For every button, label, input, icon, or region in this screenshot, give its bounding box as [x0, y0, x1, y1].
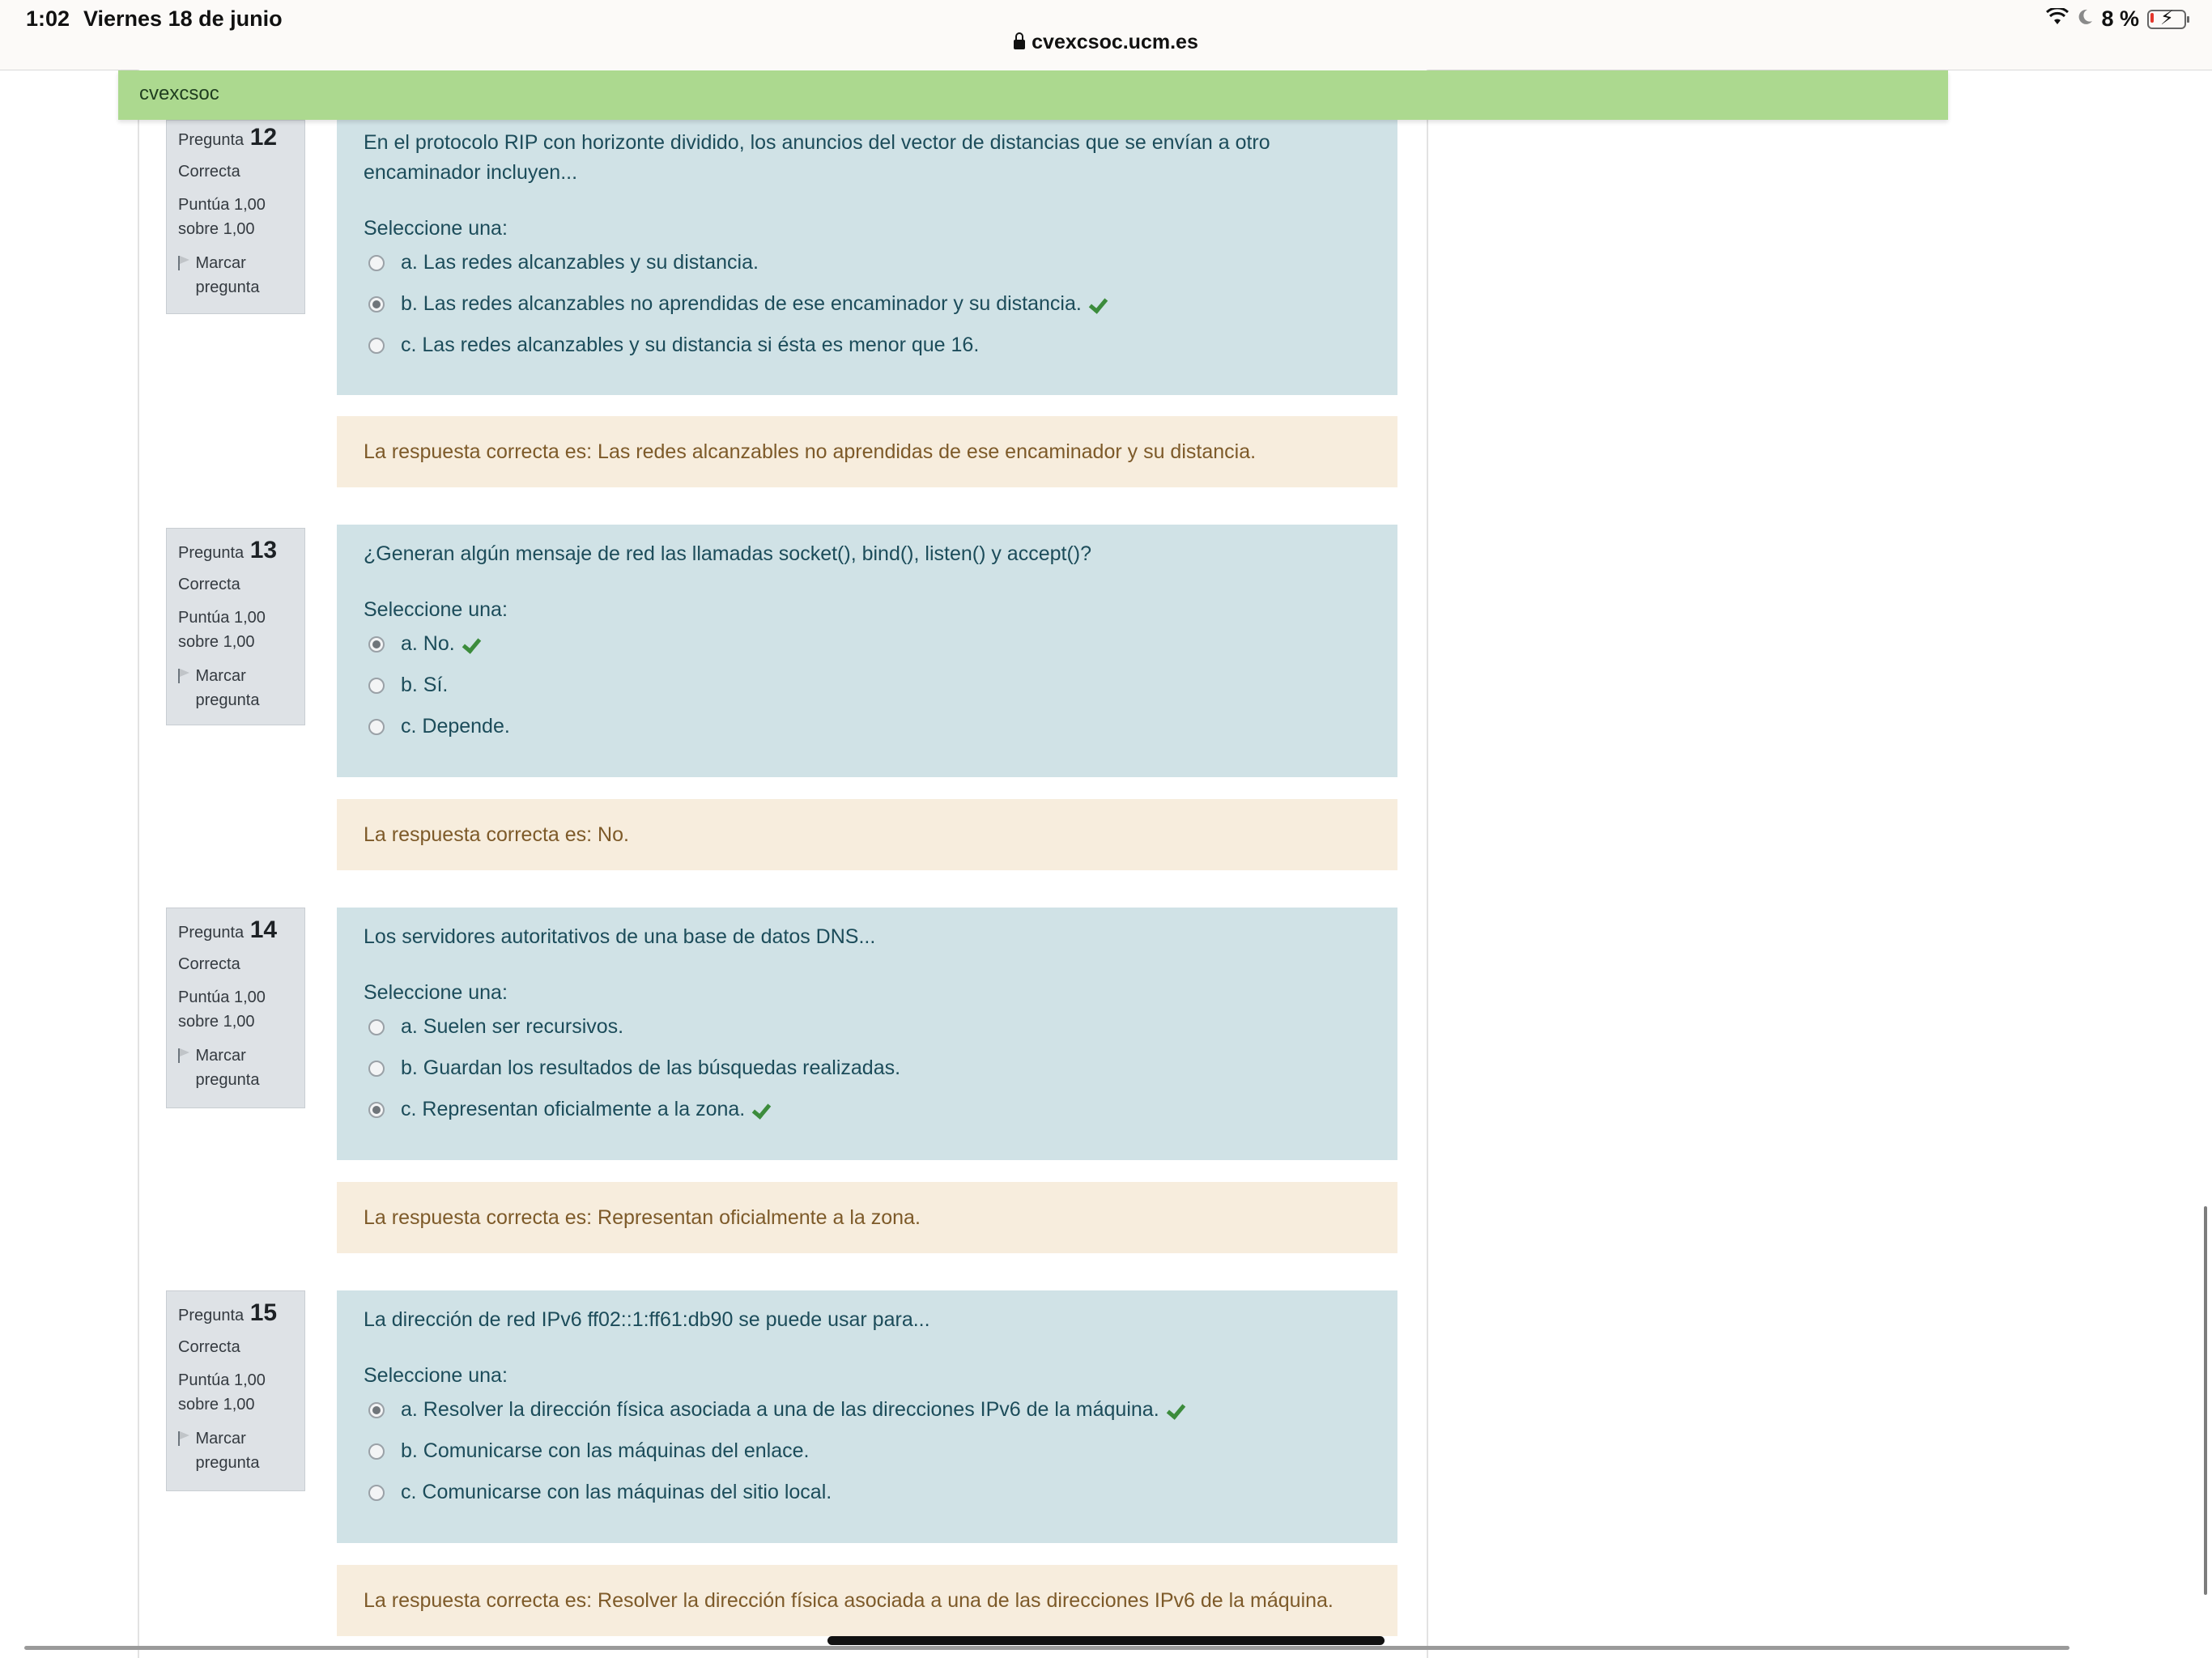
answer-option-a[interactable] — [368, 1389, 1371, 1431]
question-formulation — [337, 525, 1397, 777]
question-number: 14 — [249, 916, 278, 943]
answer-text: b. Guardan los resultados de las búsquedas realizadas. — [401, 1056, 901, 1079]
radio-button[interactable] — [368, 1443, 385, 1460]
question-info — [166, 120, 305, 314]
question-label: Pregunta — [178, 544, 245, 562]
question-state: Correcta — [178, 1338, 240, 1356]
question-formulation — [337, 120, 1397, 395]
question-number: 12 — [249, 124, 278, 151]
correct-answer-feedback: La respuesta correcta es: Representan oficialmente a la zona. — [337, 1182, 1397, 1253]
answer-option-c[interactable] — [368, 325, 1371, 366]
question-number: 13 — [249, 537, 278, 563]
status-indicators — [2046, 6, 2186, 32]
flag-question-link[interactable] — [178, 251, 293, 300]
correct-answer-feedback: La respuesta correcta es: No. — [337, 799, 1397, 870]
question-text: ¿Generan algún mensaje de red las llamadas socket(), bind(), listen() y accept()? — [364, 542, 1092, 565]
flag-icon — [178, 256, 188, 269]
radio-button[interactable] — [368, 1061, 385, 1077]
flag-icon — [178, 1048, 188, 1061]
site-header — [118, 70, 1948, 120]
answer-text: c. Depende. — [401, 715, 510, 738]
moon-icon — [2077, 6, 2093, 32]
answer-text: c. Representan oficialmente a la zona. — [401, 1098, 746, 1120]
question-info — [166, 528, 305, 725]
answer-text: a. Resolver la dirección física asociada a una de las direcciones IPv6 de la máquina. — [401, 1398, 1159, 1421]
answer-text: c. Las redes alcanzables y su distancia si ésta es menor que 16. — [401, 334, 980, 356]
answer-option-c[interactable] — [368, 1472, 1371, 1513]
answer-option-c[interactable] — [368, 706, 1371, 747]
flag-label: Marcar pregunta — [195, 1047, 260, 1089]
answer-list — [364, 623, 1371, 747]
question-formulation — [337, 908, 1397, 1160]
radio-button-selected[interactable] — [368, 1402, 385, 1418]
battery-icon: ⚡ — [2147, 10, 2186, 29]
status-date: Viernes 18 de junio — [83, 6, 283, 31]
question-state: Correcta — [178, 955, 240, 973]
answer-option-c[interactable] — [368, 1089, 1371, 1130]
select-prompt: Seleccione una: — [364, 981, 508, 1004]
question-text: En el protocolo RIP con horizonte dividido, los anuncios del vector de distancias que se envían a otro encaminador incluyen... — [364, 131, 1270, 184]
home-indicator[interactable] — [827, 1636, 1385, 1645]
radio-button[interactable] — [368, 1485, 385, 1501]
flag-label: Marcar pregunta — [195, 667, 260, 709]
answer-option-b[interactable] — [368, 1431, 1371, 1472]
flag-label: Marcar pregunta — [195, 254, 260, 296]
battery-percent: 8 % — [2101, 6, 2139, 31]
answer-text: a. Las redes alcanzables y su distancia. — [401, 251, 759, 274]
answer-text: a. Suelen ser recursivos. — [401, 1015, 624, 1038]
answer-option-b[interactable] — [368, 665, 1371, 706]
answer-list — [364, 1006, 1371, 1130]
radio-button-selected[interactable] — [368, 1102, 385, 1118]
question-info — [166, 1290, 305, 1491]
answer-option-a[interactable] — [368, 242, 1371, 283]
select-prompt: Seleccione una: — [364, 1364, 508, 1387]
answer-list — [364, 242, 1371, 366]
correct-check-icon — [1090, 297, 1106, 312]
answer-list — [364, 1389, 1371, 1513]
site-name-link[interactable]: cvexcsoc — [139, 83, 219, 104]
radio-button-selected[interactable] — [368, 296, 385, 312]
answer-option-b[interactable] — [368, 283, 1371, 325]
question-grade: Puntúa 1,00 sobre 1,00 — [178, 1371, 266, 1414]
status-time: 1:02 — [26, 6, 70, 31]
correct-check-icon — [1168, 1403, 1184, 1418]
correct-check-icon — [463, 637, 479, 652]
correct-check-icon — [753, 1103, 769, 1117]
radio-button[interactable] — [368, 1019, 385, 1035]
correct-answer-feedback: La respuesta correcta es: Resolver la dirección física asociada a una de las direcciones IPv6 de la máquina. — [337, 1565, 1397, 1636]
answer-text: b. Sí. — [401, 674, 449, 696]
question-grade: Puntúa 1,00 sobre 1,00 — [178, 609, 266, 651]
flag-question-link[interactable] — [178, 664, 293, 712]
question-formulation — [337, 1290, 1397, 1543]
answer-option-a[interactable] — [368, 1006, 1371, 1048]
ios-status-bar — [0, 0, 2212, 70]
url-text: cvexcsoc.ucm.es — [1032, 31, 1198, 53]
flag-question-link[interactable] — [178, 1426, 293, 1475]
question-label: Pregunta — [178, 131, 245, 149]
flag-question-link[interactable] — [178, 1044, 293, 1092]
question-number: 15 — [249, 1299, 278, 1326]
radio-button[interactable] — [368, 719, 385, 735]
horizontal-scrollbar[interactable] — [24, 1646, 2069, 1650]
flag-label: Marcar pregunta — [195, 1430, 260, 1472]
question-info — [166, 908, 305, 1108]
question-state: Correcta — [178, 576, 240, 593]
vertical-scrollbar[interactable] — [2204, 1206, 2207, 1595]
answer-option-b[interactable] — [368, 1048, 1371, 1089]
select-prompt: Seleccione una: — [364, 217, 508, 240]
answer-text: b. Comunicarse con las máquinas del enlace. — [401, 1439, 810, 1462]
question-label: Pregunta — [178, 1307, 245, 1324]
question-label: Pregunta — [178, 924, 245, 942]
wifi-icon — [2046, 6, 2069, 32]
question-text: Los servidores autoritativos de una base de datos DNS... — [364, 925, 876, 948]
question-state: Correcta — [178, 163, 240, 181]
answer-text: b. Las redes alcanzables no aprendidas de ese encaminador y su distancia. — [401, 292, 1082, 315]
flag-icon — [178, 1431, 188, 1444]
flag-icon — [178, 669, 188, 682]
question-grade: Puntúa 1,00 sobre 1,00 — [178, 196, 266, 238]
correct-answer-feedback: La respuesta correcta es: Las redes alcanzables no aprendidas de ese encaminador y su distancia. — [337, 416, 1397, 487]
answer-text: a. No. — [401, 632, 455, 655]
select-prompt: Seleccione una: — [364, 598, 508, 621]
address-bar[interactable] — [0, 31, 2212, 54]
radio-button-selected[interactable] — [368, 636, 385, 653]
question-text: La dirección de red IPv6 ff02::1:ff61:db90 se puede usar para... — [364, 1308, 930, 1331]
lock-icon — [1014, 40, 1025, 49]
question-grade: Puntúa 1,00 sobre 1,00 — [178, 988, 266, 1031]
radio-button[interactable] — [368, 255, 385, 271]
radio-button[interactable] — [368, 678, 385, 694]
radio-button[interactable] — [368, 338, 385, 354]
answer-text: c. Comunicarse con las máquinas del sitio local. — [401, 1481, 832, 1503]
answer-option-a[interactable] — [368, 623, 1371, 665]
